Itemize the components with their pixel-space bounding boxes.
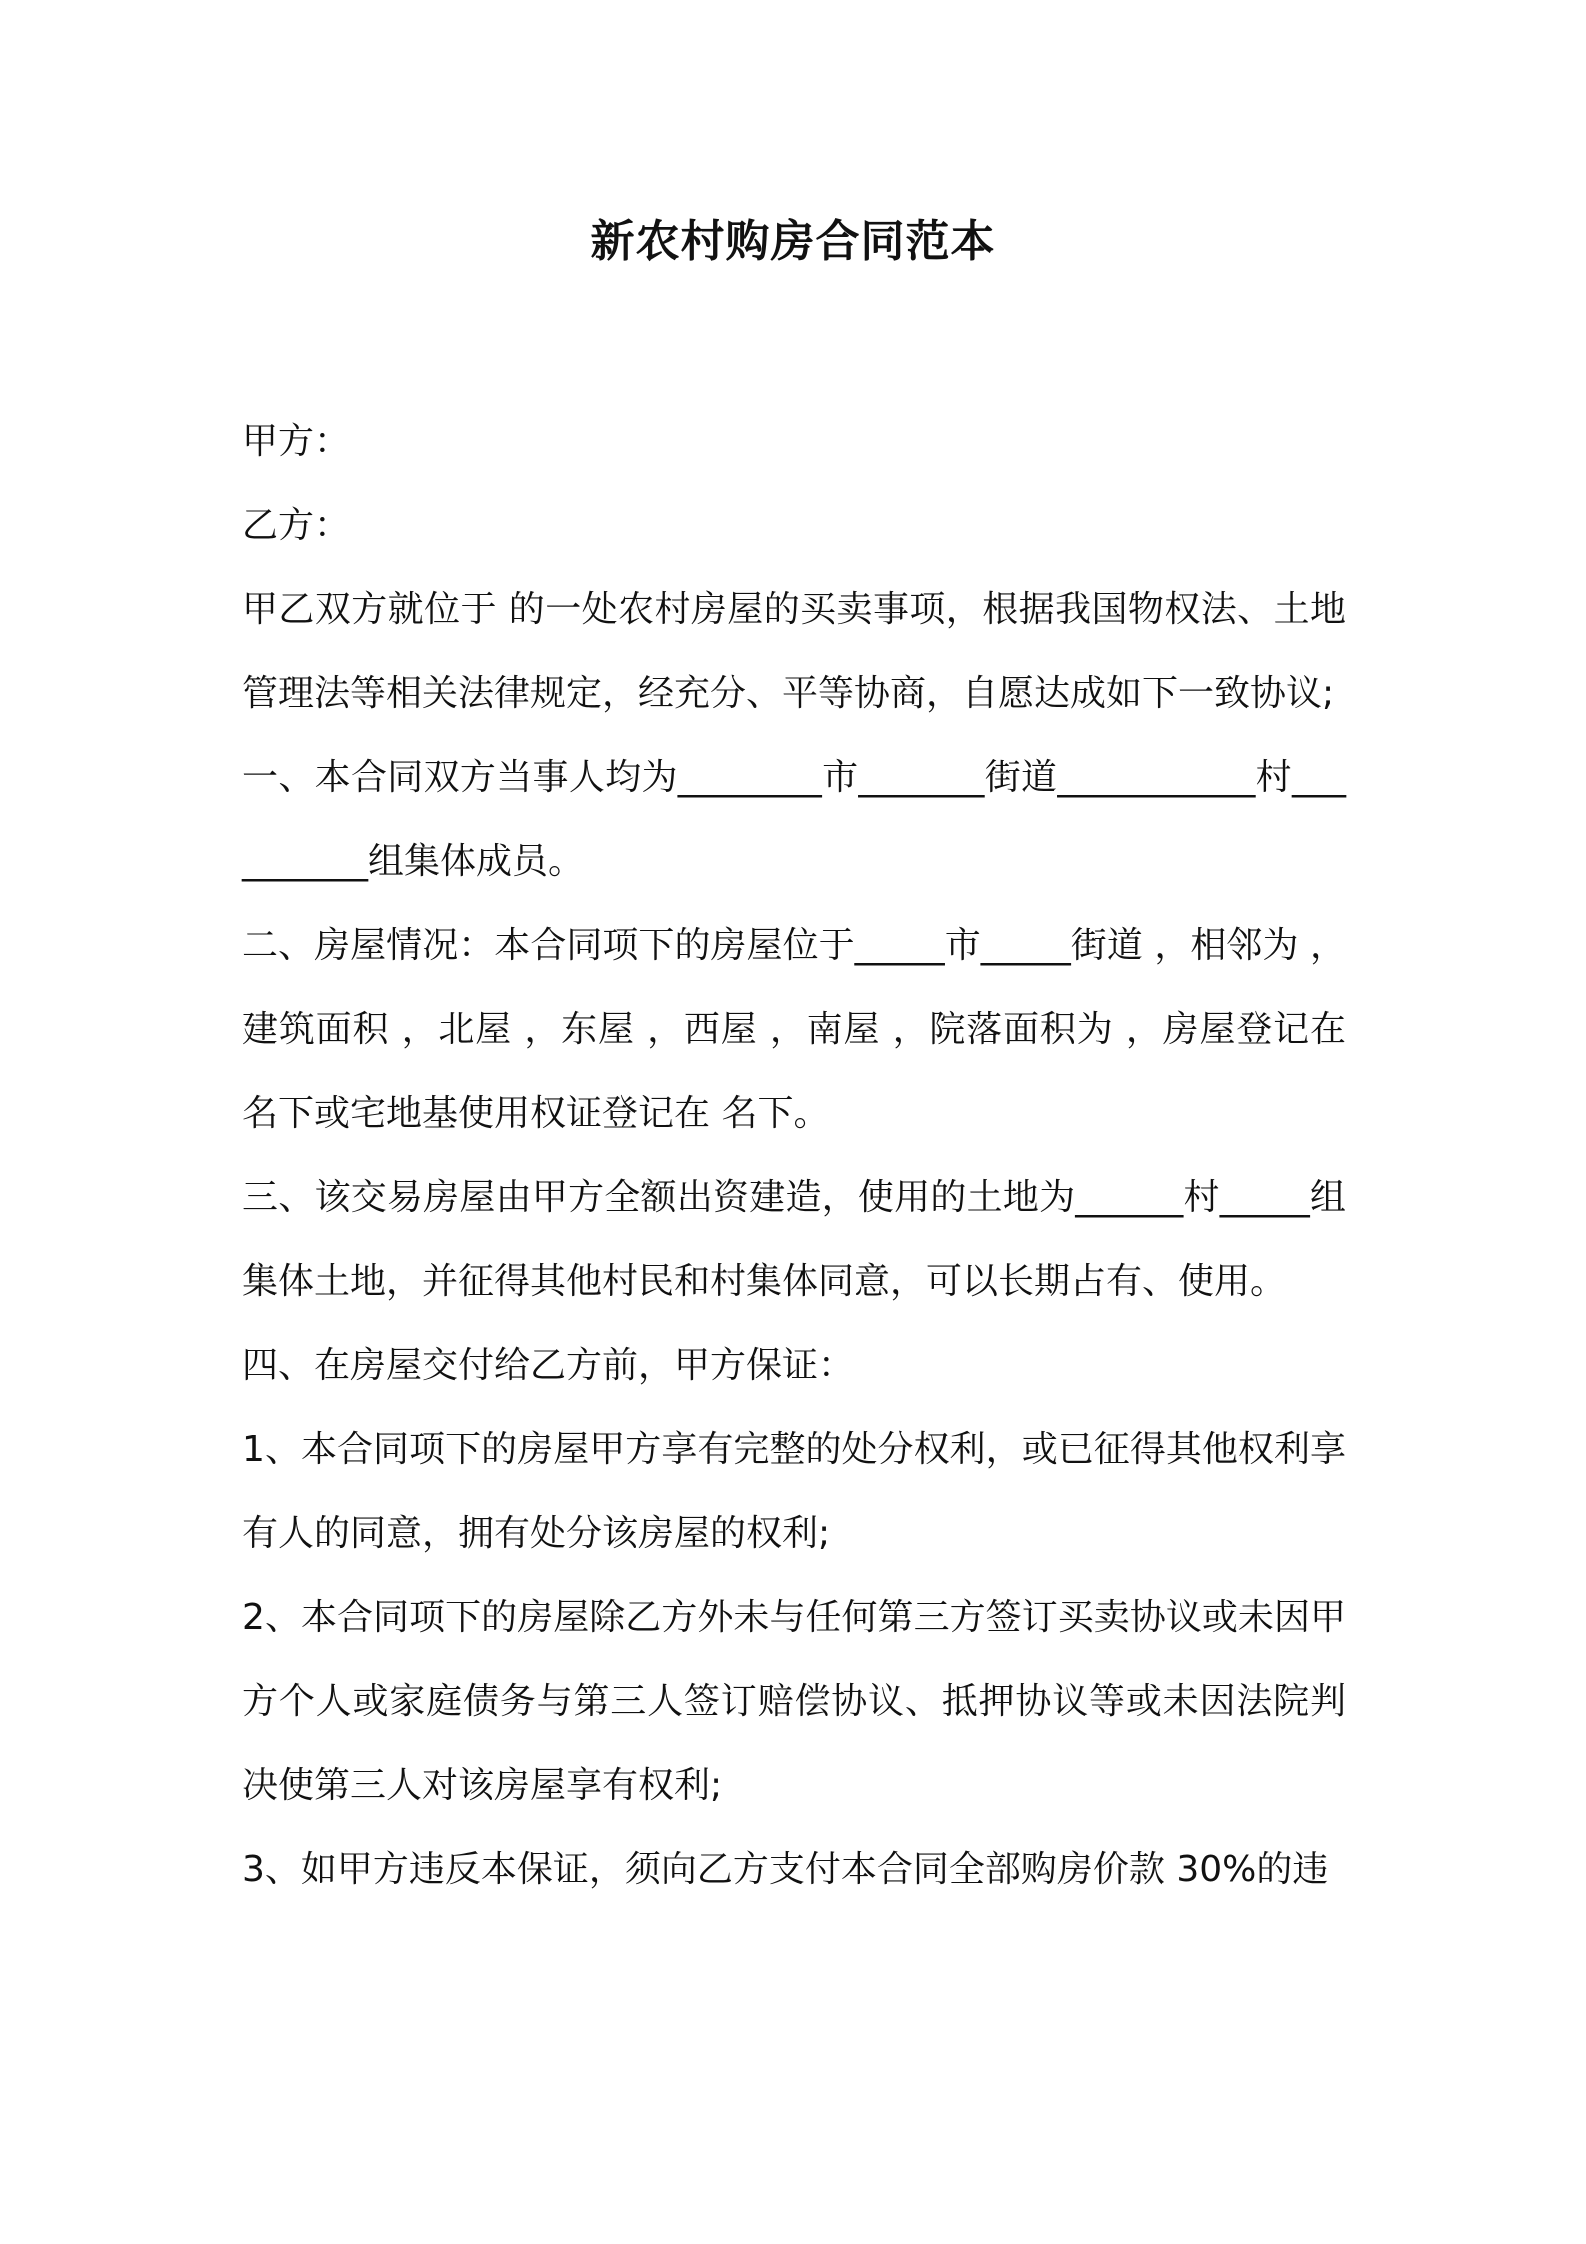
paragraph-party-b: 乙方： xyxy=(242,505,351,546)
paragraph-clause-2: 二、房屋情况：本合同项下的房屋位于_____市_____街道 ，相邻为 ，建筑面积 ，北屋 ，东屋 ，西屋 ，南屋 ，院落面积为 ，房屋登记在 名下或宅地基使用权证登记在 名下。 xyxy=(242,925,1346,1134)
paragraph-item-1: 1、本合同项下的房屋甲方享有完整的处分权利，或已征得其他权利享有人的同意，拥有处分该房屋的权利; xyxy=(242,1429,1346,1554)
paragraph-preamble: 甲乙双方就位于 的一处农村房屋的买卖事项，根据我国物权法、土地管理法等相关法律规定，经充分、平等协商，自愿达成如下一致协议; xyxy=(242,589,1346,714)
paragraph-item-3: 3、如甲方违反本保证，须向乙方支付本合同全部购房价款 30%的违 xyxy=(242,1849,1329,1890)
paragraph-clause-1: 一、本合同双方当事人均为________市_______街道___________村__________组集体成员。 xyxy=(242,757,1346,882)
paragraph-clause-4: 四、在房屋交付给乙方前，甲方保证： xyxy=(242,1345,855,1386)
document-body xyxy=(242,400,1346,1912)
paragraph-item-2: 2、本合同项下的房屋除乙方外未与任何第三方签订买卖协议或未因甲方个人或家庭债务与第三人签订赔偿协议、抵押协议等或未因法院判决使第三人对该房屋享有权利; xyxy=(242,1597,1346,1806)
paragraph-party-a: 甲方： xyxy=(242,421,351,462)
document-title: 新农村购房合同范本 xyxy=(590,216,996,267)
paragraph-clause-3: 三、该交易房屋由甲方全额出资建造，使用的土地为______村_____组集体土地，并征得其他村民和村集体同意，可以长期占有、使用。 xyxy=(242,1177,1346,1302)
